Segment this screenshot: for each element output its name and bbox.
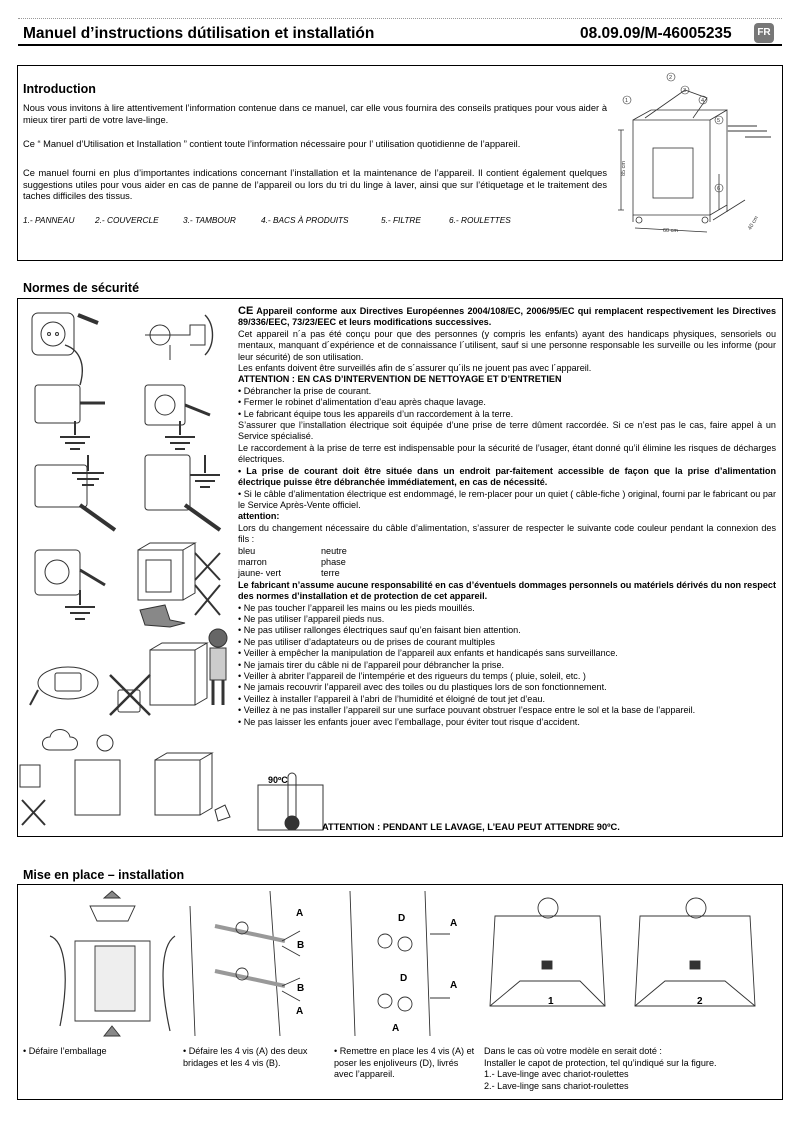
document-title: Manuel d’instructions dútilisation et installatión [23,25,375,42]
cloud-icon [43,730,78,751]
safety-paragraph: Le raccordement à la prise de terre est indispensable pour la sécurité de l’usager, étant donné qu’il élimine les risques de décharges électriques. [238,442,776,465]
callout-4: 4 [701,98,705,104]
prohibited-cross-icon [195,553,220,580]
caption-caps: • Remettre en place les 4 vis (A) et poser les enjoliveurs (D), livrés avec l’appareil. [334,1046,475,1079]
label-a: A [296,908,304,919]
cover-cap-icon [378,934,392,948]
part-item: 5.- FILTRE [381,215,421,225]
wire-color: marron [238,556,267,567]
callout-1: 1 [625,98,629,104]
ce-mark: CE [238,305,254,317]
part-item: 6.- ROULETTES [449,215,511,225]
safety-bullet: • Ne jamais tirer du câble ni de l’appareil pour débrancher la prise. [238,659,505,670]
label-d: D [398,913,406,924]
safety-bullet: • Débrancher la prise de courant. [238,385,372,396]
safety-bullet: • Ne pas laisser les enfants jouer avec l’emballage, pour éviter tout risque d’accident. [238,716,580,727]
caption-line: 2.- Lave-linge sans chariot-roulettes [484,1080,629,1091]
packaging-top-icon [90,906,135,921]
wire-row [238,568,776,579]
attention-cleaning: ATTENTION : EN CAS D’INTERVENTION DE NETTOYAGE ET D’ENTRETIEN [238,374,562,385]
caption-line: 1.- Lave-linge avec chariot-roulettes [484,1069,629,1079]
header-top-rule [18,18,782,19]
swiss-socket-icon [145,455,190,510]
safety-bullet: • Le fabricant équipe tous les appareils d’un raccordement à la terre. [238,408,514,419]
sun-icon [97,735,113,751]
label-b: B [297,940,305,951]
safety-bullet: • Veiller à empêcher la manipulation de l’appareil aux enfants et handicapés sans surveillance. [238,648,618,659]
caption-unpack: • Défaire l’emballage [23,1046,107,1056]
part-item: 1.- PANNEAU [23,215,75,225]
callout-2: 2 [669,75,673,81]
intro-paragraph-3: Ce manuel fourni en plus d’importantes indications concernant l’installation et la maintenance de l’appareil. Il contient également quelques suggestions utiles pour vous aider en cas de panne de l’appareil ou lors du tri du linge à laver, ainsi que sur l’étiquetage et le traitement des taches difficiles des tissus. [23,168,607,201]
part-item: 4.- BACS À PRODUITS [261,215,349,225]
appliance-icon [155,760,200,815]
safety-bullet: • Fermer le robinet d’alimentation d’eau après chaque lavage. [238,397,486,408]
callout-3: 3 [683,88,687,94]
wire-color: bleu [238,545,256,556]
wire-function: phase [321,556,346,567]
washing-machine-diagram [615,70,780,240]
label-a: A [450,918,458,929]
child-figure-icon [209,629,227,647]
wire-row [238,546,776,557]
appliance-icon [150,650,195,705]
attention-label: attention: [238,511,280,522]
safety-bullet: • Ne jamais recouvrir l’appareil avec des toiles ou du plastiques lors de son fonctionnement. [238,682,607,693]
wire-row [238,557,776,568]
header-rule [18,44,782,46]
part-item: 3.- TAMBOUR [183,215,236,225]
label-a: A [392,1023,400,1034]
appliance-icon [75,760,120,815]
safety-bullet: • Veiller à abriter l’appareil de l’intempérie et des rigueurs du temps ( pluie, soleil, etc. ) [238,671,586,681]
figure-1-label: 1 [548,996,554,1007]
intro-paragraph-1: Nous vous invitons à lire attentivement l’information contenue dans ce manuel, car elle vous fournira des conseils pratiques pour vous aider à mieux tirer parti de votre lave-linge. [23,103,607,125]
safety-paragraph: S’assurer que l’installation électrique soit équipée d’une prise de terre dûment raccordée. Si ce n’est pas le cas, faire appel à un Service spécialisé. [238,420,776,442]
safety-heading: Normes de sécurité [23,281,140,295]
caption-unscrew: • Défaire les 4 vis (A) des deux bridages et les 4 vis (B). [183,1046,308,1068]
safety-directives: Appareil conforme aux Directives Européennes 2004/108/EC, 2006/95/EC qui remplacent respectivement les Directives 89/336/EEC, 73/23/EEC et leurs modifications successives. [238,306,776,328]
figure-2-label: 2 [697,996,703,1007]
height-dimension: 85 cm [621,161,627,176]
liability-warning: Le fabricant n’assume aucune responsabilité en cas d’éventuels dommages personnels ou matériels dérivés du non respect des normes d’installation et de protection de cet appareil. [238,579,776,602]
intro-paragraph-2: Ce “ Manuel d’Utilisation et Installation ” contient toute l’information nécessaire pour l’ utilisation quotidienne de l’appareil. [23,139,521,149]
caption-line: Installer le capot de protection, tel qu’indiqué sur la figure. [484,1057,717,1068]
plug-socket-icon [35,385,80,423]
width-dimension: 60 cm [663,228,678,234]
safety-bullet: • Veillez à ne pas installer l’appareil sur une surface pouvant obstruer l’espace entre le sol et la base de l’appareil. [238,705,696,716]
wall-socket-icon [32,313,74,355]
caption-cover [484,1046,764,1092]
callout-5: 5 [717,118,721,124]
safety-paragraph: Cet appareil n´a pas été conçu pour que des personnes (y compris les enfants) ayant des handicaps physiques, sensoriels ou mentaux, manquant d´expérience et de connaissance l´utilisent, sauf si une personne responsable les surveille ou les informe (pour leur sécurité) de son utilisation. [238,328,776,362]
label-d: D [400,973,408,984]
safety-bullet-list [238,603,776,728]
label-a: A [450,980,458,991]
safety-paragraph: • Si le câble d’alimentation électrique est endommagé, le rem-placer pour un quiet ( câble-fiche ) original, fourni par le fabricant ou par le Service Après-Vente officiel. [238,488,776,510]
safety-text-column [238,306,776,728]
safety-paragraph: Lors du changement nécessaire du câble d’alimentation, s’assurer de respecter le suivante code couleur pendant la connexion des fils : [238,522,776,545]
callout-6: 6 [717,186,721,192]
safety-bullet: • Ne pas utiliser d’adaptateurs ou de prises de courant multiples [238,636,495,647]
eye-icon [215,805,230,821]
wire-function: neutre [321,545,347,556]
socket-icon [35,550,80,595]
label-a: A [296,1006,304,1017]
uk-socket-icon [35,465,87,507]
safety-bullet: • Ne pas toucher l’appareil les mains ou les pieds mouillés. [238,602,475,613]
language-badge: FR [754,23,774,43]
part-item: 2.- COUVERCLE [95,215,159,225]
wire-function: terre [321,568,340,579]
power-strip-icon [38,667,98,699]
document-code: 08.09.09/M-46005235 [580,25,732,42]
heat-warning: ATTENTION : PENDANT LE LAVAGE, L’EAU PEUT ATTENDRE 90ºC. [322,822,620,832]
wire-color: jaune- vert [238,568,281,579]
label-b: B [297,983,305,994]
installation-heading: Mise en place – installation [23,868,185,882]
temperature-label: 90ºC [268,775,288,785]
introduction-heading: Introduction [23,82,96,96]
safety-bullet: • Veillez à installer l’appareil à l’abri de l’humidité et éloigné de tout jet d’eau. [238,693,545,704]
schuko-socket-icon [145,385,185,425]
safety-bullet: • Ne pas utiliser l’appareil pieds nus. [238,613,385,624]
installation-figures [20,886,780,1046]
caption-line: Dans le cas où votre modèle en serait doté : [484,1046,662,1056]
safety-paragraph: Les enfants doivent être surveillés afin de s´assurer qu´ils ne jouent pas avec l´appareil. [238,363,592,374]
socket-icon [20,765,40,787]
depth-dimension: 40 cm [747,215,760,232]
safety-bullet: • Ne pas utiliser rallonges électriques sauf qu’en faisant bien attention. [238,625,521,636]
socket-access-warning: • La prise de courant doit être située dans un endroit par-faitement accessible de façon que la prise d’alimentation électrique puisse être débranchée immédiatement, en cas de nécessité. [238,465,776,488]
water-tap-icon [145,325,205,345]
